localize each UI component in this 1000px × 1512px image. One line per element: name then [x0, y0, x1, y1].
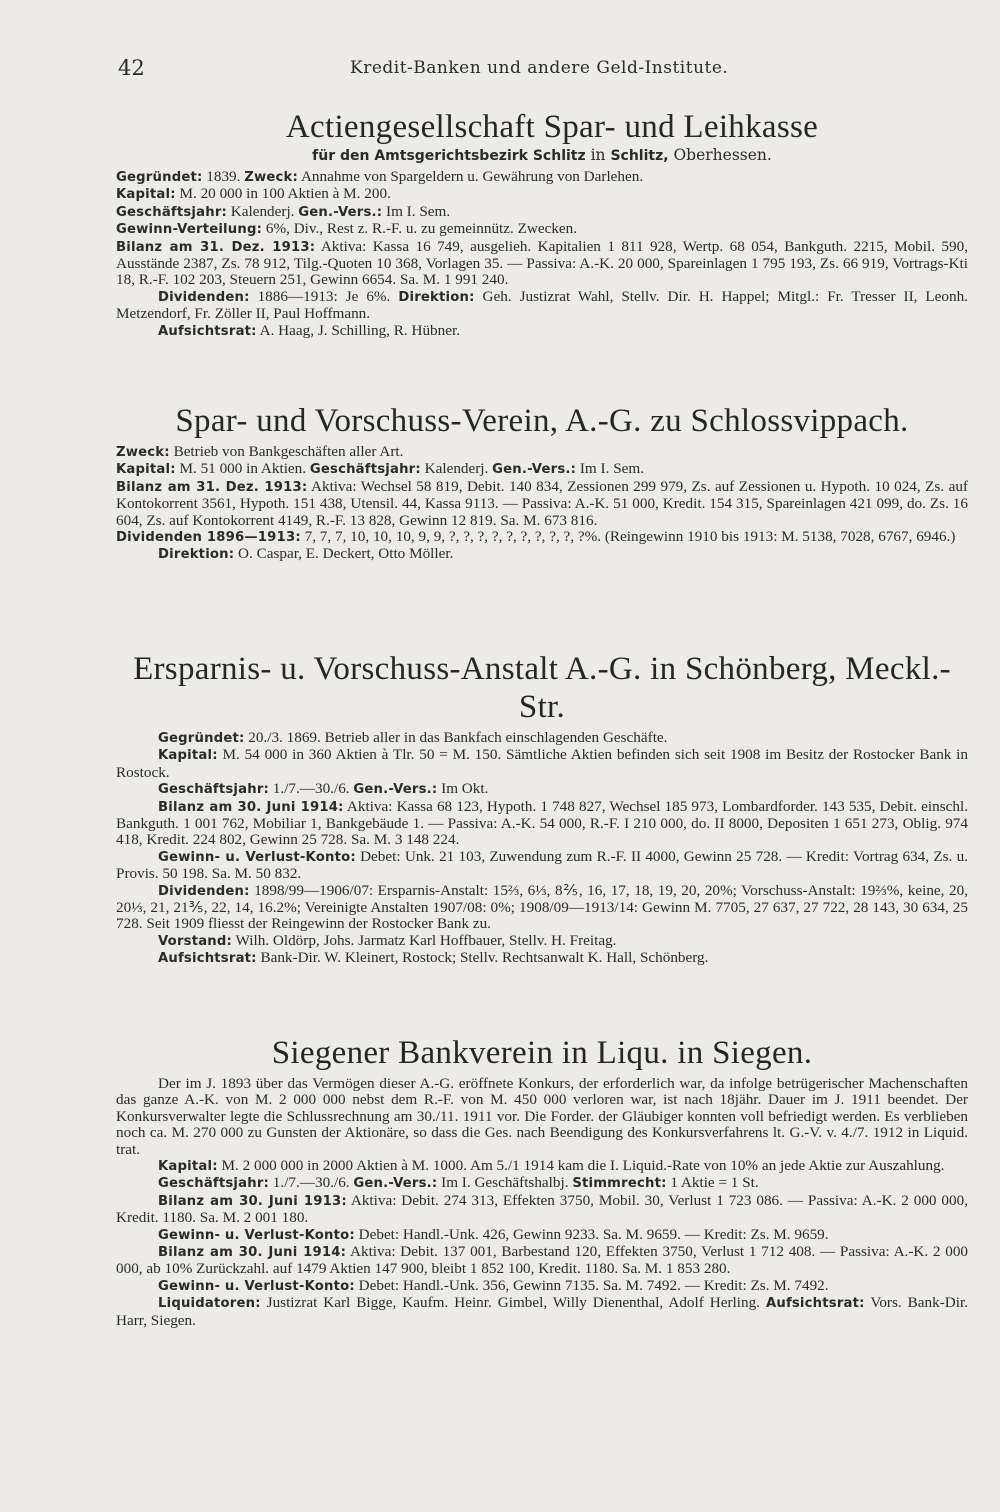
- running-header: [118, 56, 960, 86]
- section-title: Spar- und Vorschuss-Verein, A.-G. zu Schlossvippach.: [175, 403, 909, 439]
- field-label: Gegründet:: [158, 731, 245, 746]
- field-label: Kapital:: [158, 1159, 218, 1175]
- field-text: Debet: Unk. 21 103, Zuwendung zum R.-F. II 4000, Gewinn 25 728. — Kredit: Vortrag 634, Zs. u. Provis. 50 198. Sa. M. 50 832.: [116, 847, 969, 883]
- field-text: A. Haag, J. Schilling, R. Hübner.: [256, 321, 460, 339]
- field-text: Wilh. Oldörp, Johs. Jarmatz Karl Hoffbauer, Stellv. H. Freitag.: [232, 931, 617, 949]
- text-line: [116, 1278, 968, 1295]
- text-line: [116, 849, 968, 883]
- field-label: Aufsichtsrat:: [765, 1296, 865, 1312]
- field-label: Liquidatoren:: [158, 1296, 261, 1312]
- field-label: Geschäftsjahr:: [158, 1176, 269, 1192]
- field-label: Gegründet:: [116, 170, 203, 185]
- field-text: Aktiva: Wechsel 58 819, Debit. 140 834, Zessionen 299 979, Zs. auf Zessionen u. Hypoth. 10 024, Zs. auf Kontokorrent 3561, Hypoth. 151 438, Utensil. 44, Kassa 9113. — Passiva: A.-K. 51 000, Kredit. 154 315, Spareinlagen 421 099, do. Zs. 16 604, Zs. auf Kontokorrent 4149, R.-F. 13 828, Gewinn 12 819. Sa. M. 673 816.: [116, 477, 968, 529]
- section-spar-vorschuss-schlossvippach: [116, 402, 968, 564]
- field-label: Gen.-Vers.:: [353, 1176, 438, 1192]
- field-label: Geschäftsjahr:: [116, 204, 227, 220]
- text-line: [116, 1295, 968, 1329]
- field-label: Aufsichtsrat:: [158, 323, 257, 339]
- field-text: Annahme von Spargeldern u. Gewährung von Darlehen.: [297, 168, 644, 185]
- field-text: Bank-Dir. W. Kleinert, Rostock; Stellv. Rechtsanwalt K. Hall, Schönberg.: [256, 949, 709, 967]
- field-text: Aktiva: Debit. 137 001, Barbestand 120, Effekten 3750, Verlust 1 712 408. — Passiva: A.-K. 2 000 000, ab 10% Zurückzahl. auf 1479 Aktien 147 900, bleibt 1 852 100, Kredit. 1180. Sa. M. 1 853 280.: [116, 1243, 969, 1278]
- field-label: Geschäftsjahr:: [309, 462, 421, 478]
- field-text: 1./7.—30./6.: [269, 780, 354, 798]
- field-label: Zweck:: [244, 170, 298, 185]
- section-body: [116, 169, 968, 340]
- field-text: M. 20 000 in 100 Aktien à M. 200.: [175, 185, 391, 203]
- section-spar-leihkasse-schlitz: [116, 108, 968, 340]
- field-label: Gen.-Vers.:: [492, 462, 577, 478]
- field-label: Gen.-Vers.:: [298, 204, 383, 220]
- section-body: [116, 444, 968, 564]
- field-label: Geschäftsjahr:: [158, 782, 269, 798]
- field-text: Justizrat Karl Bigge, Kaufm. Heinr. Gimbel, Willy Dienenthal, Adolf Herling.: [260, 1294, 766, 1312]
- text-line: [116, 933, 968, 950]
- running-title: Kredit-Banken und andere Geld-Institute.: [350, 58, 729, 78]
- field-label: Aufsichtsrat:: [158, 951, 257, 967]
- text-line: [116, 1244, 968, 1278]
- field-text: Geh. Justizrat Wahl, Stellv. Dir. H. Happel; Mitgl.: Fr. Tresser II, Leonh. Metzendorf, Fr. Zöller II, Paul Hoffmann.: [116, 287, 968, 323]
- field-text: M. 51 000 in Aktien.: [175, 460, 310, 478]
- text-line: [116, 781, 968, 798]
- field-text: Im Okt.: [437, 780, 489, 798]
- text-line: [116, 1227, 968, 1244]
- field-label: Kapital:: [116, 187, 176, 203]
- field-text: Aktiva: Kassa 16 749, ausgelieh. Kapitalien 1 811 928, Wertp. 68 054, Bankguth. 2215, Mobil. 590, Ausstände 2387, Zs. 78 912, Tilg.-Quoten 10 368, Vorlagen 35. — Passiva: A.-K. 20 000, Spareinlagen 1 795 193, Zs. 66 919, Vortrags-Kti 18, R.-F. 102 203, Steuern 251, Gewinn 6654. Sa. M. 1 991 240.: [116, 237, 968, 289]
- field-text: Kalenderj.: [227, 202, 299, 220]
- field-label: Stimmrecht:: [572, 1176, 667, 1192]
- section-body: [116, 1076, 968, 1329]
- text-line: [116, 546, 968, 563]
- section-title: Actiengesellschaft Spar- und Leihkasse: [285, 109, 819, 145]
- section-siegener-bankverein: [116, 1034, 968, 1329]
- section-title: Ersparnis- u. Vorschuss-Anstalt A.-G. in Schönberg, Meckl.-Str.: [133, 651, 951, 725]
- field-text: Debet: Handl.-Unk. 356, Gewinn 7135. Sa. M. 7492. — Kredit: Zs. M. 7492.: [354, 1276, 829, 1294]
- field-label: Bilanz am 30. Juni 1913:: [158, 1193, 347, 1209]
- field-text: M. 54 000 in 360 Aktien à Tlr. 50 = M. 150. Sämtliche Aktien befinden sich seit 1908 im Besitz der Rostocker Bank in Rostock.: [116, 746, 968, 781]
- field-label: Bilanz am 31. Dez. 1913:: [116, 239, 316, 255]
- section-subtitle: für den Amtsgerichtsbezirk Schlitz in Schlitz, Oberhessen.: [312, 146, 772, 164]
- field-label: Dividenden 1896—1913:: [116, 530, 301, 546]
- text-line: [116, 799, 968, 849]
- text-line: [116, 1158, 968, 1175]
- field-text: Im I. Sem.: [382, 202, 451, 220]
- field-text: Kalenderj.: [420, 460, 493, 478]
- text-line: [116, 461, 968, 478]
- text-line: [116, 289, 968, 323]
- field-label: Bilanz am 30. Juni 1914:: [158, 799, 344, 815]
- section-ersparnis-schoenberg: [116, 650, 968, 968]
- text-line: [116, 186, 968, 203]
- section-body: [116, 730, 968, 968]
- text-line: [116, 1193, 968, 1227]
- field-label: Gewinn- u. Verlust-Konto:: [158, 849, 356, 865]
- text-line: [116, 747, 968, 781]
- field-text: Aktiva: Kassa 68 123, Hypoth. 1 748 827, Wechsel 185 973, Lombardforder. 143 535, Debit. einschl. Bankguth. 1 001 762, Mobiliar 1, Bankgebäude 1. — Passiva: A.-K. 54 000, R.-F. I 210 000, do. II 8000, Depositen 1 651 273, Oblig. 974 418, Kredit. 224 802, Gewinn 25 728. Sa. M. 3 148 224.: [116, 797, 968, 849]
- field-text: M. 2 000 000 in 2000 Aktien à M. 1000. Am 5./1 1914 kam die I. Liquid.-Rate von 10% an jede Aktie zur Auszahlung.: [217, 1157, 945, 1175]
- field-label: Bilanz am 31. Dez. 1913:: [116, 479, 308, 495]
- field-label: Direktion:: [158, 547, 235, 563]
- text-line: [116, 444, 968, 461]
- field-text: 7, 7, 7, 10, 10, 10, 9, 9, ?, ?, ?, ?, ?, ?, ?, ?, ?, ?%. (Reingewinn 1910 bis 1913: M. 5138, 7028, 6767, 6946.): [300, 528, 956, 546]
- field-label: Kapital:: [116, 462, 176, 478]
- field-text: O. Caspar, E. Deckert, Otto Möller.: [234, 545, 454, 563]
- field-text: 1./7.—30./6.: [269, 1174, 354, 1192]
- field-text: Im I. Geschäftshalbj.: [437, 1174, 573, 1192]
- text-line: [116, 883, 968, 933]
- text-line: [116, 323, 968, 340]
- field-label: Dividenden:: [158, 883, 250, 899]
- page-number: 42: [118, 56, 145, 80]
- field-label: Bilanz am 30. Juni 1914:: [158, 1245, 347, 1261]
- field-text: Aktiva: Debit. 274 313, Effekten 3750, Mobil. 30, Verlust 1 723 086. — Passiva: A.-K. 2 000 000, Kredit. 1180. Sa. M. 2 001 180.: [116, 1191, 968, 1227]
- field-label: Kapital:: [158, 748, 218, 764]
- text-line: [116, 950, 968, 967]
- field-text: 6%, Div., Rest z. R.-F. u. zu gemeinnütz. Zwecken.: [262, 220, 578, 238]
- text-line: [116, 479, 968, 529]
- field-label: Gewinn-Verteilung:: [116, 222, 263, 238]
- field-label: Vorstand:: [158, 933, 233, 949]
- field-text: 1 Aktie = 1 St.: [666, 1174, 759, 1192]
- field-text: 20./3. 1869. Betrieb aller in das Bankfach einschlagenden Geschäfte.: [244, 729, 668, 746]
- field-label: Direktion:: [398, 289, 475, 305]
- field-label: Zweck:: [116, 445, 170, 460]
- section-intro: Der im J. 1893 über das Vermögen dieser A.-G. eröffnete Konkurs, der erforderlich war, da infolge betrügerischer Machenschaften das ganze A.-K. von M. 2 000 000 nebst dem R.-F. von M. 450 000 verloren war, ist nach 18jähr. Dauer im J. 1911 beendet. Der Konkursverwalter legte die Schlussrechnung am 30./11. 1911 vor. Die Forder. der Gläubiger konnten voll befriedigt werden. Es verblieben noch ca. M. 270 000 zu Gunsten der Aktionäre, so dass die Ges. nach Beendigung des Konkursverfahrens lt. G.-V. v. 4./7. 1912 in Liquid. trat.: [116, 1075, 968, 1158]
- field-label: Gen.-Vers.:: [353, 782, 438, 798]
- text-line: [116, 169, 968, 186]
- field-text: Betrieb von Bankgeschäften aller Art.: [169, 443, 404, 460]
- field-text: 1839.: [202, 168, 245, 185]
- text-line: [116, 1175, 968, 1192]
- section-title: Siegener Bankverein in Liqu. in Siegen.: [271, 1035, 813, 1071]
- text-line: [116, 529, 968, 546]
- field-label: Gewinn- u. Verlust-Konto:: [158, 1278, 355, 1294]
- text-line: [116, 239, 968, 289]
- text-line: [116, 204, 968, 221]
- field-text: Im I. Sem.: [576, 460, 644, 478]
- field-text: 1898/99—1906/07: Ersparnis-Anstalt: 15⅔, 6⅓, 8⅖, 16, 17, 18, 19, 20, 20%; Vorschuss-Anstalt: 19⅔%, keine, 20, 20⅓, 21, 21⅗, 22, 14, 16.2%; Vereinigte Anstalten 1907/08: 0%; 1908/09—1913/14: Gewinn M. 7705, 27 637, 27 722, 28 143, 30 634, 25 728. Seit 1909 fliesst der Reingewinn der Rostocker Bank zu.: [116, 881, 968, 933]
- field-label: Gewinn- u. Verlust-Konto:: [158, 1227, 355, 1243]
- field-label: Dividenden:: [158, 289, 250, 305]
- field-text: 1886—1913: Je 6%.: [249, 287, 399, 305]
- field-text: Debet: Handl.-Unk. 426, Gewinn 9233. Sa. M. 9659. — Kredit: Zs. M. 9659.: [354, 1225, 829, 1243]
- text-line: [116, 730, 968, 747]
- text-line: [116, 221, 968, 238]
- field-text: Vors. Bank-Dir. Harr, Siegen.: [116, 1294, 968, 1329]
